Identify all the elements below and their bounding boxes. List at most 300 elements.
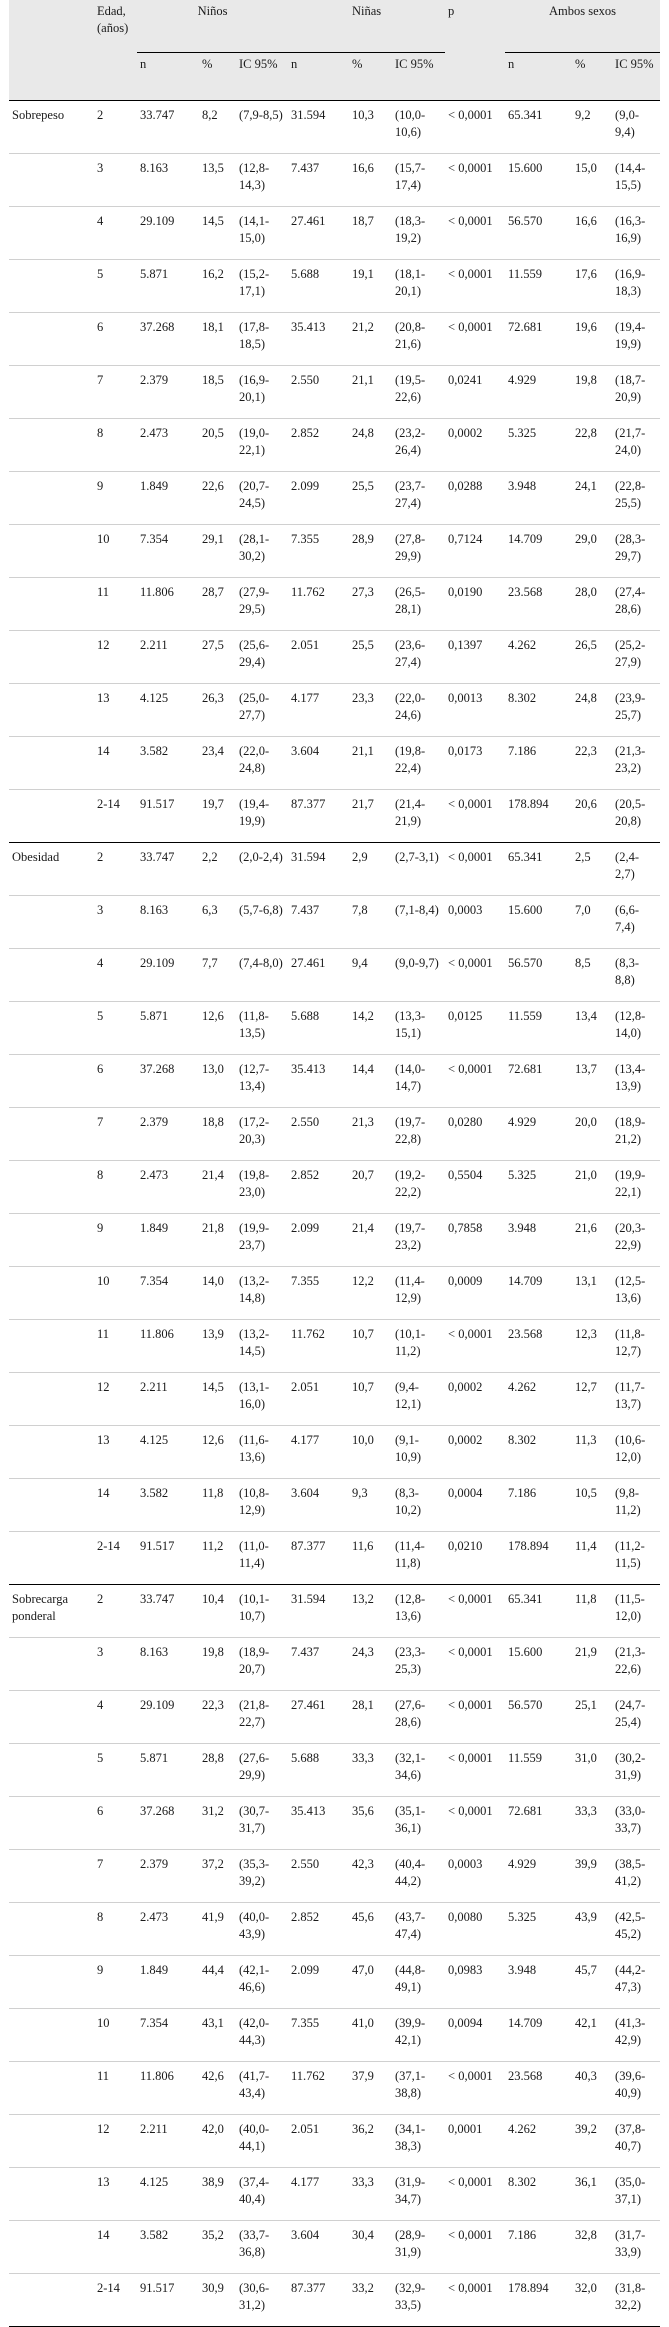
cell-p-value: < 0,0001: [448, 2228, 493, 2242]
cell-n-ambos: 56.570: [508, 1698, 543, 1712]
cell-n-ninas: 2.852: [291, 1168, 320, 1182]
cell-pct-ambos: 8,5: [575, 956, 591, 970]
table-row: [9, 1161, 660, 1214]
category-empty: [9, 154, 94, 207]
cell-n-ambos: 14.709: [508, 2016, 543, 2030]
cell-pct-ninos: 12,6: [202, 1009, 224, 1023]
cell-pct-ambos: 39,9: [575, 1857, 597, 1871]
cell-n-ambos: 4.929: [508, 1857, 537, 1871]
cell-pct-ninas: 2,9: [352, 850, 368, 864]
cell-pct-ninas: 33,2: [352, 2281, 374, 2295]
cell-ic-ninos: (25,0-27,7): [239, 691, 270, 722]
cell-n-ambos: 3.948: [508, 479, 537, 493]
table-row: [9, 949, 660, 1002]
cell-pct-ninos: 30,9: [202, 2281, 224, 2295]
cell-p-value: 0,1397: [448, 638, 483, 652]
cell-age: 5: [97, 1751, 104, 1765]
cell-pct-ninos: 20,5: [202, 426, 224, 440]
cell-pct-ninas: 24,8: [352, 426, 374, 440]
cell-age: 11: [97, 585, 110, 599]
cell-pct-ninos: 43,1: [202, 2016, 224, 2030]
cell-age: 12: [97, 638, 110, 652]
category-empty: [9, 419, 94, 472]
cell-n-ambos: 11.559: [508, 1009, 542, 1023]
cell-pct-ninas: 21,2: [352, 320, 374, 334]
cell-n-ambos: 3.948: [508, 1963, 537, 1977]
cell-ic-ninas: (13,3-15,1): [395, 1009, 426, 1040]
cell-n-ninas: 35.413: [291, 320, 326, 334]
category-empty: [9, 1267, 94, 1320]
cell-age: 12: [97, 1380, 110, 1394]
cell-p-value: 0,0004: [448, 1486, 483, 1500]
cell-n-ambos: 14.709: [508, 532, 543, 546]
cell-n-ninos: 37.268: [140, 320, 175, 334]
cell-ic-ambos: (31,8-32,2): [615, 2281, 646, 2312]
cell-ic-ambos: (18,7-20,9): [615, 373, 646, 404]
cell-ic-ninas: (32,1-34,6): [395, 1751, 426, 1782]
cell-pct-ninas: 42,3: [352, 1857, 374, 1871]
cell-n-ninas: 7.355: [291, 532, 320, 546]
cell-pct-ninos: 16,2: [202, 267, 224, 281]
cell-n-ninos: 2.379: [140, 1115, 169, 1129]
cell-ic-ambos: (21,3-22,6): [615, 1645, 646, 1676]
cell-pct-ninos: 18,8: [202, 1115, 224, 1129]
table-row: [9, 1797, 660, 1850]
cell-ic-ambos: (25,2-27,9): [615, 638, 646, 669]
cell-pct-ambos: 43,9: [575, 1910, 597, 1924]
cell-age: 6: [97, 1804, 104, 1818]
cell-n-ninos: 29.109: [140, 1698, 175, 1712]
cell-age: 8: [97, 426, 104, 440]
cell-pct-ambos: 11,3: [575, 1433, 597, 1447]
cell-n-ninos: 3.582: [140, 744, 169, 758]
category-empty: [9, 684, 94, 737]
cell-p-value: < 0,0001: [448, 108, 493, 122]
cell-age: 5: [97, 1009, 104, 1023]
cell-n-ninos: 2.473: [140, 1168, 169, 1182]
cell-n-ninas: 7.437: [291, 903, 320, 917]
cell-n-ninos: 1.849: [140, 479, 169, 493]
cell-age: 11: [97, 2069, 110, 2083]
cell-pct-ninos: 22,6: [202, 479, 224, 493]
cell-ic-ambos: (13,4-13,9): [615, 1062, 646, 1093]
table-container: [9, 0, 660, 2327]
table-row: [9, 1850, 660, 1903]
category-empty: [9, 313, 94, 366]
cell-n-ninos: 8.163: [140, 161, 169, 175]
table-row: [9, 525, 660, 578]
cell-ic-ambos: (2,4-2,7): [615, 850, 639, 881]
cell-pct-ninos: 13,5: [202, 161, 224, 175]
category-empty: [9, 1638, 94, 1691]
cell-pct-ninos: 14,5: [202, 214, 224, 228]
table-row: [9, 101, 660, 154]
cell-ic-ninas: (20,8-21,6): [395, 320, 426, 351]
cell-pct-ambos: 32,8: [575, 2228, 597, 2242]
cell-pct-ambos: 10,5: [575, 1486, 597, 1500]
cell-ic-ninos: (37,4-40,4): [239, 2175, 270, 2206]
cell-pct-ninos: 42,6: [202, 2069, 224, 2083]
table-row: [9, 737, 660, 790]
cell-pct-ninas: 13,2: [352, 1592, 374, 1606]
cell-n-ninos: 7.354: [140, 1274, 169, 1288]
cell-pct-ninos: 44,4: [202, 1963, 224, 1977]
cell-pct-ambos: 7,0: [575, 903, 591, 917]
cell-n-ambos: 72.681: [508, 1062, 543, 1076]
cell-ic-ambos: (19,4-19,9): [615, 320, 646, 351]
cell-p-value: < 0,0001: [448, 850, 493, 864]
table-row: [9, 684, 660, 737]
category-empty: [9, 1903, 94, 1956]
cell-ic-ninas: (9,4-12,1): [395, 1380, 422, 1411]
cell-n-ninas: 7.437: [291, 1645, 320, 1659]
cell-pct-ninas: 19,1: [352, 267, 374, 281]
cell-ic-ninas: (18,3-19,2): [395, 214, 426, 245]
cell-p-value: < 0,0001: [448, 2281, 493, 2295]
header-ambos: Ambos sexos: [505, 0, 660, 53]
cell-n-ninas: 2.550: [291, 373, 320, 387]
cell-age: 14: [97, 1486, 110, 1500]
cell-pct-ninos: 10,4: [202, 1592, 224, 1606]
cell-n-ambos: 8.302: [508, 1433, 537, 1447]
cell-ic-ninas: (11,4-12,9): [395, 1274, 425, 1305]
cell-n-ninas: 2.550: [291, 1115, 320, 1129]
cell-pct-ambos: 20,6: [575, 797, 597, 811]
cell-age: 11: [97, 1327, 110, 1341]
cell-ic-ninos: (42,0-44,3): [239, 2016, 270, 2047]
cell-pct-ninas: 10,3: [352, 108, 374, 122]
cell-pct-ninas: 10,7: [352, 1380, 374, 1394]
cell-pct-ninas: 47,0: [352, 1963, 374, 1977]
table-header: [9, 0, 660, 101]
category-empty: [9, 2274, 94, 2327]
cell-n-ambos: 15.600: [508, 161, 543, 175]
cell-p-value: 0,0003: [448, 1857, 483, 1871]
cell-pct-ninas: 9,4: [352, 956, 368, 970]
cell-n-ninos: 2.211: [140, 2122, 168, 2136]
cell-pct-ninas: 10,7: [352, 1327, 374, 1341]
cell-pct-ninas: 28,9: [352, 532, 374, 546]
cell-age: 2: [97, 1592, 104, 1606]
category-empty: [9, 737, 94, 790]
cell-pct-ninos: 41,9: [202, 1910, 224, 1924]
table-row: [9, 313, 660, 366]
cell-pct-ambos: 21,6: [575, 1221, 597, 1235]
cell-pct-ambos: 19,6: [575, 320, 597, 334]
cell-p-value: 0,0080: [448, 1910, 483, 1924]
cell-n-ninas: 2.051: [291, 638, 320, 652]
cell-n-ninos: 8.163: [140, 903, 169, 917]
category-label: Sobrepeso: [12, 108, 65, 122]
cell-n-ninos: 7.354: [140, 2016, 169, 2030]
cell-age: 2: [97, 108, 104, 122]
cell-n-ninos: 2.473: [140, 1910, 169, 1924]
cell-ic-ninos: (10,1-10,7): [239, 1592, 270, 1623]
cell-n-ninos: 2.211: [140, 638, 168, 652]
table-row: [9, 472, 660, 525]
cell-ic-ninos: (40,0-44,1): [239, 2122, 270, 2153]
cell-ic-ambos: (8,3-8,8): [615, 956, 639, 987]
cell-ic-ambos: (21,7-24,0): [615, 426, 646, 457]
cell-n-ninas: 35.413: [291, 1804, 326, 1818]
cell-ic-ambos: (35,0-37,1): [615, 2175, 646, 2206]
category-empty: [9, 1214, 94, 1267]
cell-ic-ninos: (25,6-29,4): [239, 638, 270, 669]
cell-p-value: < 0,0001: [448, 2069, 493, 2083]
cell-ic-ambos: (23,9-25,7): [615, 691, 646, 722]
cell-pct-ninos: 12,6: [202, 1433, 224, 1447]
cell-ic-ambos: (24,7-25,4): [615, 1698, 646, 1729]
table-row: [9, 419, 660, 472]
cell-pct-ambos: 31,0: [575, 1751, 597, 1765]
cell-n-ambos: 15.600: [508, 1645, 543, 1659]
cell-pct-ambos: 42,1: [575, 2016, 597, 2030]
cell-n-ambos: 65.341: [508, 850, 543, 864]
header-n-ninas: n: [288, 53, 349, 101]
cell-age: 2-14: [97, 797, 120, 811]
cell-n-ninos: 29.109: [140, 214, 175, 228]
cell-n-ambos: 178.894: [508, 797, 549, 811]
cell-n-ninos: 91.517: [140, 797, 175, 811]
cell-ic-ambos: (31,7-33,9): [615, 2228, 646, 2259]
cell-pct-ninas: 21,3: [352, 1115, 374, 1129]
cell-pct-ninas: 14,2: [352, 1009, 374, 1023]
cell-ic-ninas: (35,1-36,1): [395, 1804, 426, 1835]
cell-n-ninas: 87.377: [291, 797, 326, 811]
cell-ic-ninas: (40,4-44,2): [395, 1857, 426, 1888]
table-row: [9, 1691, 660, 1744]
cell-pct-ninos: 13,9: [202, 1327, 224, 1341]
table-row: [9, 1055, 660, 1108]
cell-pct-ninas: 18,7: [352, 214, 374, 228]
cell-ic-ninas: (12,8-13,6): [395, 1592, 426, 1623]
cell-pct-ninas: 27,3: [352, 585, 374, 599]
category-empty: [9, 949, 94, 1002]
cell-n-ninas: 2.550: [291, 1857, 320, 1871]
cell-n-ninos: 7.354: [140, 532, 169, 546]
cell-ic-ninas: (2,7-3,1): [395, 850, 439, 864]
cell-n-ambos: 14.709: [508, 1274, 543, 1288]
cell-n-ninas: 27.461: [291, 214, 326, 228]
cell-n-ninas: 11.762: [291, 1327, 325, 1341]
cell-ic-ninas: (19,8-22,4): [395, 744, 426, 775]
cell-pct-ambos: 45,7: [575, 1963, 597, 1977]
header-ic-ninos: IC 95%: [236, 53, 288, 101]
category-empty: [9, 260, 94, 313]
cell-age: 13: [97, 691, 110, 705]
cell-n-ninos: 1.849: [140, 1963, 169, 1977]
cell-n-ninas: 2.051: [291, 2122, 320, 2136]
table-row: [9, 1532, 660, 1585]
cell-n-ninos: 37.268: [140, 1804, 175, 1818]
cell-p-value: 0,0002: [448, 1380, 483, 1394]
header-pct-ambos: %: [572, 53, 612, 101]
cell-pct-ninos: 31,2: [202, 1804, 224, 1818]
cell-ic-ninas: (10,1-11,2): [395, 1327, 426, 1358]
cell-p-value: 0,7858: [448, 1221, 483, 1235]
cell-p-value: < 0,0001: [448, 956, 493, 970]
cell-ic-ambos: (12,5-13,6): [615, 1274, 646, 1305]
cell-age: 10: [97, 1274, 110, 1288]
cell-n-ninos: 11.806: [140, 2069, 174, 2083]
cell-ic-ambos: (22,8-25,5): [615, 479, 646, 510]
cell-n-ninas: 5.688: [291, 1751, 320, 1765]
cell-pct-ambos: 21,0: [575, 1168, 597, 1182]
header-pct-ninas: %: [349, 53, 392, 101]
cell-pct-ninas: 7,8: [352, 903, 368, 917]
cell-p-value: < 0,0001: [448, 267, 493, 281]
cell-pct-ninas: 25,5: [352, 638, 374, 652]
cell-pct-ninos: 13,0: [202, 1062, 224, 1076]
cell-n-ninos: 8.163: [140, 1645, 169, 1659]
table-row: [9, 1479, 660, 1532]
header-n-ambos: n: [505, 53, 572, 101]
category-empty: [9, 1108, 94, 1161]
cell-n-ninas: 31.594: [291, 850, 326, 864]
cell-pct-ninas: 35,6: [352, 1804, 374, 1818]
category-empty: [9, 1373, 94, 1426]
cell-n-ninos: 33.747: [140, 1592, 175, 1606]
cell-ic-ninas: (43,7-47,4): [395, 1910, 426, 1941]
cell-ic-ninos: (35,3-39,2): [239, 1857, 270, 1888]
cell-p-value: < 0,0001: [448, 1062, 493, 1076]
cell-pct-ninas: 28,1: [352, 1698, 374, 1712]
category-empty: [9, 472, 94, 525]
cell-p-value: 0,0009: [448, 1274, 483, 1288]
cell-n-ambos: 11.559: [508, 1751, 542, 1765]
cell-ic-ambos: (11,8-12,7): [615, 1327, 645, 1358]
header-blank: [445, 53, 505, 101]
cell-ic-ninas: (27,6-28,6): [395, 1698, 426, 1729]
cell-n-ambos: 178.894: [508, 2281, 549, 2295]
cell-n-ninos: 33.747: [140, 108, 175, 122]
cell-n-ninos: 33.747: [140, 850, 175, 864]
cell-n-ninos: 5.871: [140, 1009, 169, 1023]
cell-ic-ninos: (20,7-24,5): [239, 479, 270, 510]
table-row: [9, 260, 660, 313]
cell-pct-ninos: 6,3: [202, 903, 218, 917]
cell-pct-ninas: 20,7: [352, 1168, 374, 1182]
cell-ic-ninas: (7,1-8,4): [395, 903, 439, 917]
header-ic-ninas: IC 95%: [392, 53, 445, 101]
cell-n-ninas: 87.377: [291, 2281, 326, 2295]
cell-n-ninas: 27.461: [291, 956, 326, 970]
header-n-ninos: n: [137, 53, 199, 101]
cell-ic-ninos: (7,4-8,0): [239, 956, 283, 970]
cell-n-ninas: 3.604: [291, 2228, 320, 2242]
cell-n-ambos: 65.341: [508, 1592, 543, 1606]
cell-ic-ninos: (11,8-13,5): [239, 1009, 269, 1040]
cell-pct-ninos: 19,8: [202, 1645, 224, 1659]
cell-pct-ambos: 11,8: [575, 1592, 597, 1606]
cell-p-value: 0,0125: [448, 1009, 483, 1023]
cell-ic-ambos: (11,5-12,0): [615, 1592, 645, 1623]
cell-ic-ambos: (41,3-42,9): [615, 2016, 646, 2047]
category-empty: [9, 896, 94, 949]
cell-p-value: 0,0002: [448, 1433, 483, 1447]
category-empty: [9, 2221, 94, 2274]
table-row: [9, 1744, 660, 1797]
cell-n-ninos: 37.268: [140, 1062, 175, 1076]
header-ic-ambos: IC 95%: [612, 53, 660, 101]
table-row: [9, 1426, 660, 1479]
cell-ic-ninos: (21,8-22,7): [239, 1698, 270, 1729]
cell-age: 14: [97, 744, 110, 758]
cell-p-value: < 0,0001: [448, 2175, 493, 2189]
cell-pct-ninos: 21,4: [202, 1168, 224, 1182]
cell-n-ambos: 4.262: [508, 2122, 537, 2136]
category-empty: [9, 1479, 94, 1532]
cell-p-value: 0,0002: [448, 426, 483, 440]
table-row: [9, 1638, 660, 1691]
cell-pct-ambos: 13,7: [575, 1062, 597, 1076]
table-body: [9, 101, 660, 2327]
category-empty: [9, 2062, 94, 2115]
cell-ic-ninos: (14,1-15,0): [239, 214, 270, 245]
cell-pct-ninos: 14,0: [202, 1274, 224, 1288]
header-blank: [94, 53, 137, 101]
cell-n-ninas: 31.594: [291, 1592, 326, 1606]
cell-ic-ninas: (39,9-42,1): [395, 2016, 426, 2047]
cell-n-ambos: 23.568: [508, 1327, 543, 1341]
cell-pct-ambos: 24,1: [575, 479, 597, 493]
cell-age: 13: [97, 2175, 110, 2189]
category-empty: [9, 366, 94, 419]
header-ninos: Niños: [137, 0, 288, 53]
cell-n-ninas: 4.177: [291, 1433, 320, 1447]
cell-ic-ambos: (27,4-28,6): [615, 585, 646, 616]
cell-pct-ninos: 37,2: [202, 1857, 224, 1871]
cell-n-ninos: 5.871: [140, 1751, 169, 1765]
cell-age: 10: [97, 2016, 110, 2030]
cell-ic-ambos: (11,2-11,5): [615, 1539, 645, 1570]
cell-n-ninas: 2.051: [291, 1380, 320, 1394]
cell-n-ambos: 11.559: [508, 267, 542, 281]
cell-ic-ninos: (28,1-30,2): [239, 532, 270, 563]
table-row: [9, 2168, 660, 2221]
cell-ic-ambos: (44,2-47,3): [615, 1963, 646, 1994]
cell-n-ambos: 8.302: [508, 2175, 537, 2189]
cell-pct-ninas: 45,6: [352, 1910, 374, 1924]
cell-n-ninas: 7.355: [291, 2016, 320, 2030]
cell-ic-ninos: (30,7-31,7): [239, 1804, 270, 1835]
cell-n-ninos: 3.582: [140, 2228, 169, 2242]
cell-ic-ambos: (16,3-16,9): [615, 214, 646, 245]
cell-ic-ambos: (9,8-11,2): [615, 1486, 641, 1517]
cell-pct-ambos: 40,3: [575, 2069, 597, 2083]
cell-ic-ambos: (16,9-18,3): [615, 267, 646, 298]
table-row: [9, 843, 660, 896]
header-ninas: Niñas: [288, 0, 445, 53]
category-empty: [9, 2009, 94, 2062]
cell-n-ninos: 2.211: [140, 1380, 168, 1394]
cell-ic-ninas: (34,1-38,3): [395, 2122, 426, 2153]
cell-n-ninos: 2.473: [140, 426, 169, 440]
cell-pct-ninos: 7,7: [202, 956, 218, 970]
cell-n-ninas: 31.594: [291, 108, 326, 122]
cell-ic-ninos: (5,7-6,8): [239, 903, 283, 917]
cell-n-ninas: 5.688: [291, 1009, 320, 1023]
cell-pct-ninos: 18,5: [202, 373, 224, 387]
cell-ic-ninos: (22,0-24,8): [239, 744, 270, 775]
cell-age: 7: [97, 373, 104, 387]
cell-p-value: 0,0013: [448, 691, 483, 705]
table-row: [9, 896, 660, 949]
cell-n-ninos: 4.125: [140, 691, 169, 705]
header-p: p: [445, 0, 505, 53]
cell-pct-ninos: 21,8: [202, 1221, 224, 1235]
cell-ic-ninos: (11,0-11,4): [239, 1539, 269, 1570]
